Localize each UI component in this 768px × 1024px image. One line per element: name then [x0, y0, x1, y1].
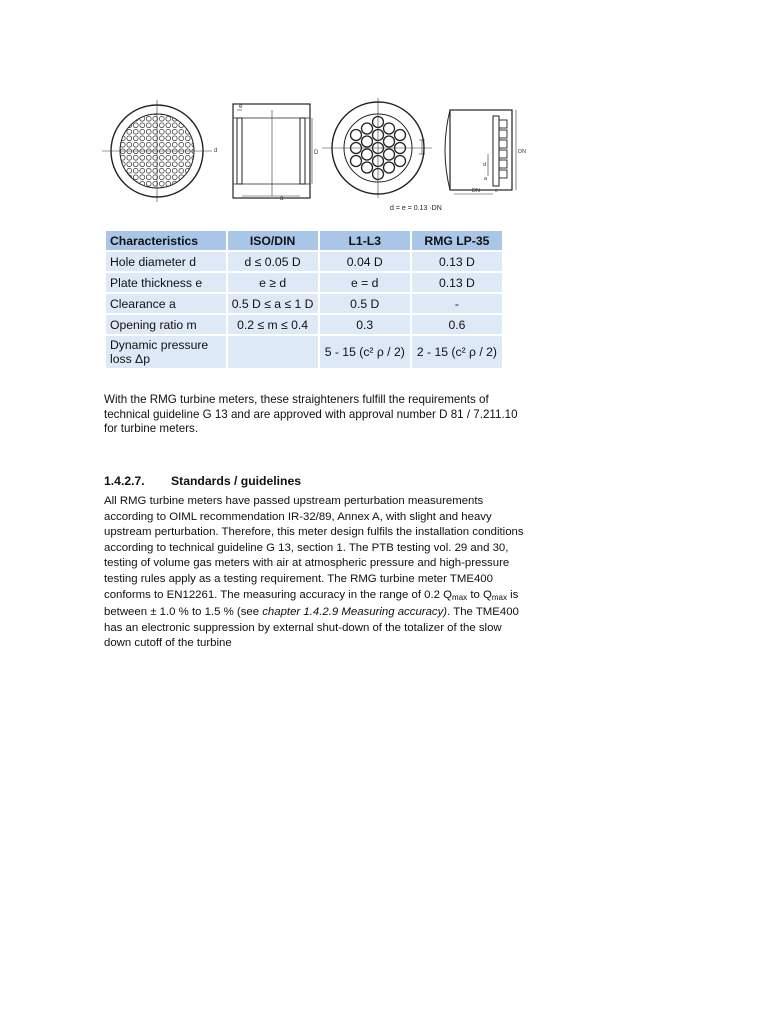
table-row: [106, 252, 502, 271]
table-row: [106, 294, 502, 313]
subscript-max: max: [491, 592, 507, 602]
label-d-left: d: [214, 148, 218, 154]
table-cell: e ≥ d: [228, 273, 318, 292]
column-header: RMG LP-35: [412, 231, 502, 250]
chapter-reference: chapter 1.4.2.9 Measuring accuracy): [262, 606, 448, 619]
plate-small-holes-front: [102, 100, 217, 202]
table-cell: Hole diameter d: [106, 252, 226, 271]
table-cell: -: [412, 294, 502, 313]
table-cell: 0.13 D: [412, 252, 502, 271]
table-header-row: [106, 231, 502, 250]
table-cell: Plate thickness e: [106, 273, 226, 292]
table-row: [106, 273, 502, 292]
label-a-right: a: [484, 176, 488, 182]
characteristics-table: [104, 229, 504, 370]
table-cell: 0.5 D: [320, 294, 410, 313]
standards-paragraph: [104, 494, 532, 652]
section-number: 1.4.2.7.: [104, 474, 145, 488]
figure-caption: d = e = 0.13 ·DN: [390, 205, 442, 212]
table-cell: 0.6: [412, 315, 502, 334]
table-cell: [228, 336, 318, 368]
table-cell: 0.2 ≤ m ≤ 0.4: [228, 315, 318, 334]
table-cell: d ≤ 0.05 D: [228, 252, 318, 271]
label-D-side: D: [314, 150, 319, 156]
table-cell: e = d: [320, 273, 410, 292]
standards-text: . The TME400 has an electronic suppression by external shut-down of the totalizer of the slow down cutoff of the turbine: [104, 606, 519, 650]
label-e-top: e: [239, 104, 243, 110]
table-row: [106, 315, 502, 334]
plate-large-holes-front: [322, 98, 432, 198]
table-cell: 0.5 D ≤ a ≤ 1 D: [228, 294, 318, 313]
table-cell: 0.3: [320, 315, 410, 334]
section-heading: [104, 474, 301, 488]
label-a-bottom: a: [280, 196, 284, 202]
approval-paragraph: With the RMG turbine meters, these straighteners fulfill the requirements of technical guideline G 13 and are approved with approval number D 81 / 7.211.10 for turbine meters.: [104, 393, 518, 436]
column-header: ISO/DIN: [228, 231, 318, 250]
subscript-max: max: [452, 592, 468, 602]
label-DN-bottom: DN: [472, 188, 480, 194]
table-cell: 5 - 15 (c² ρ / 2): [320, 336, 410, 368]
straightener-drawing: [100, 96, 530, 220]
table-cell: Dynamic pressure loss Δp: [106, 336, 226, 368]
column-header: L1-L3: [320, 231, 410, 250]
standards-text: to Q: [467, 588, 492, 601]
table-cell: 0.04 D: [320, 252, 410, 271]
column-header: Characteristics: [106, 231, 226, 250]
table-cell: Opening ratio m: [106, 315, 226, 334]
label-e-bottom: e: [495, 188, 499, 194]
table-cell: 0.13 D: [412, 273, 502, 292]
standards-text: is between ± 1.0 % to 1.5 % (see: [104, 588, 519, 619]
straightener-drawing-svg: [100, 96, 530, 220]
label-d-right: d: [483, 162, 487, 168]
table-cell: Clearance a: [106, 294, 226, 313]
section-title: Standards / guidelines: [171, 474, 302, 488]
table-cell: 2 - 15 (c² ρ / 2): [412, 336, 502, 368]
label-DN-right: DN: [518, 149, 526, 155]
table-row: [106, 336, 502, 368]
plate-large-holes-side: [445, 110, 526, 194]
standards-text: All RMG turbine meters have passed upstream perturbation measurements according to OIML recommendation IR-32/89, Annex A, with slight and heavy upstream perturbation. Therefore, this meter design fulfils the installation conditions according to technical guideline G 13, section 1. The PTB testing vol. 29 and 30, testing of volume gas meters with air at atmospheric pressure and high-pressure testing rules apply as a testing requirement. The RMG turbine meter TME400 conforms to EN12261. The measuring accuracy in the range of 0.2 Q: [104, 495, 524, 601]
plate-small-holes-side: [233, 104, 319, 202]
